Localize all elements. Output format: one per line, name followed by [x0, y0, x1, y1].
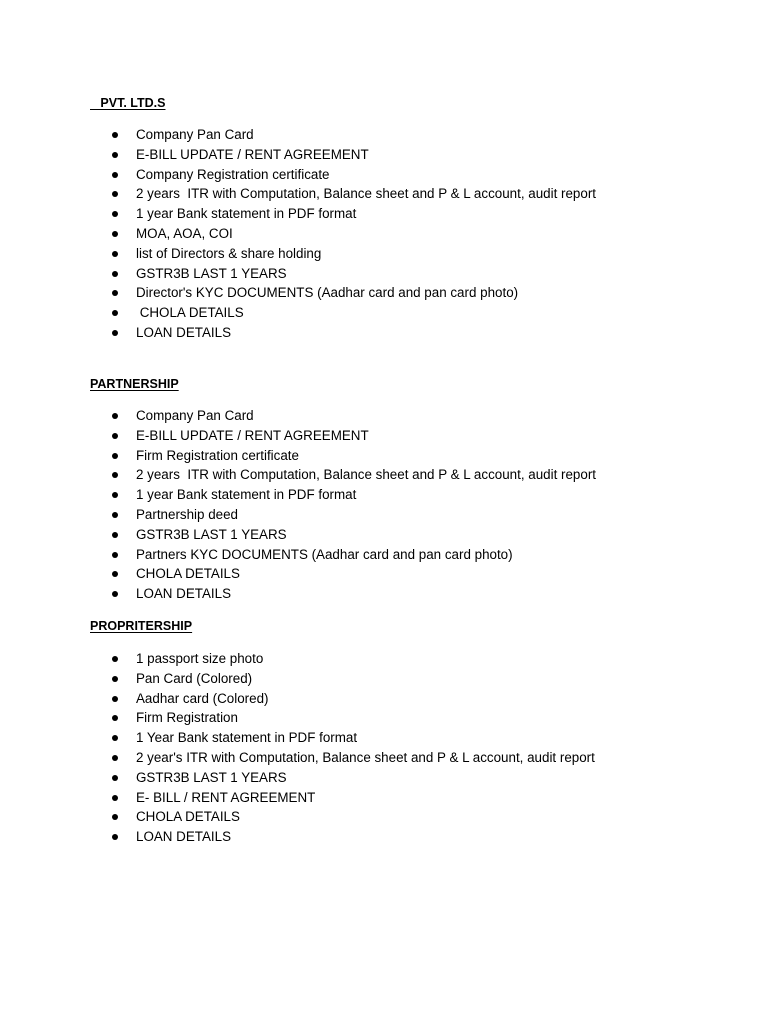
bullet-icon [112, 290, 118, 296]
list-item-text: list of Directors & share holding [136, 245, 322, 261]
bullet-icon [112, 271, 118, 277]
list-item-text: LOAN DETAILS [136, 586, 232, 602]
bullet-icon [112, 532, 118, 538]
list-item-text: GSTR3B LAST 1 YEARS [136, 769, 287, 785]
bullet-icon [112, 715, 118, 721]
bullet-icon [112, 330, 118, 336]
list-item-text: 1 Year Bank statement in PDF format [136, 730, 358, 746]
list-item-text: CHOLA DETAILS [136, 566, 240, 582]
bullet-icon [112, 775, 118, 781]
list-item-text: E-BILL UPDATE / RENT AGREEMENT [136, 146, 369, 162]
bullet-icon [112, 433, 118, 439]
bullet-icon [112, 472, 118, 478]
bullet-icon [112, 755, 118, 761]
list-item-text: Firm Registration certificate [136, 447, 299, 463]
list-item-text: MOA, AOA, COI [136, 225, 233, 241]
bullet-icon [112, 152, 118, 158]
bullet-icon [112, 132, 118, 138]
section-heading: PVT. LTD.S [90, 96, 166, 110]
list-item-text: Company Pan Card [136, 408, 254, 423]
list-item-text: Company Registration certificate [136, 166, 330, 182]
list-item-text: 2 years ITR with Computation, Balance sheet and P & L account, audit report [136, 467, 597, 483]
list-item-text: Pan Card (Colored) [136, 670, 253, 686]
list-item-text: Firm Registration [136, 710, 238, 726]
bullet-icon [112, 591, 118, 597]
bullet-icon [112, 512, 118, 518]
list-item-text: Aadhar card (Colored) [136, 690, 269, 706]
list-item-text: LOAN DETAILS [136, 324, 232, 340]
bullet-icon [112, 172, 118, 178]
bullet-icon [112, 211, 118, 217]
bullet-icon [112, 310, 118, 316]
list-item-text: GSTR3B LAST 1 YEARS [136, 526, 287, 542]
list-item-text: CHOLA DETAILS [136, 809, 240, 825]
list-item-text: GSTR3B LAST 1 YEARS [136, 265, 287, 281]
bullet-icon [112, 834, 118, 840]
bullet-icon [112, 453, 118, 459]
bullet-icon [112, 795, 118, 801]
bullet-icon [112, 492, 118, 498]
list-item-text: Partnership deed [136, 506, 238, 522]
list-item-text: 2 year's ITR with Computation, Balance sheet and P & L account, audit report [136, 749, 595, 765]
bullet-icon [112, 552, 118, 558]
list-item-text: LOAN DETAILS [136, 829, 232, 845]
bullet-icon [112, 656, 118, 662]
bullet-icon [112, 251, 118, 257]
bullet-icon [112, 191, 118, 197]
list-item-text: 1 passport size photo [136, 651, 264, 666]
bullet-icon [112, 676, 118, 682]
section-heading: PARTNERSHIP [90, 377, 179, 391]
list-item-text: Director's KYC DOCUMENTS (Aadhar card and pan card photo) [136, 285, 519, 301]
bullet-icon [112, 696, 118, 702]
list-item-text: Company Pan Card [136, 127, 254, 142]
bullet-icon [112, 571, 118, 577]
section-heading: PROPRITERSHIP [90, 619, 193, 633]
list-item-text: 2 years ITR with Computation, Balance sheet and P & L account, audit report [136, 186, 597, 202]
list-item-text: 1 year Bank statement in PDF format [136, 487, 357, 503]
bullet-icon [112, 814, 118, 820]
bullet-icon [112, 735, 118, 741]
bullet-icon [112, 413, 118, 419]
list-item-text: 1 year Bank statement in PDF format [136, 206, 357, 222]
list-item-text: E-BILL UPDATE / RENT AGREEMENT [136, 427, 369, 443]
list-item-text: CHOLA DETAILS [136, 305, 244, 321]
list-item-text: Partners KYC DOCUMENTS (Aadhar card and pan card photo) [136, 546, 513, 562]
bullet-icon [112, 231, 118, 237]
list-item-text: E- BILL / RENT AGREEMENT [136, 789, 316, 805]
